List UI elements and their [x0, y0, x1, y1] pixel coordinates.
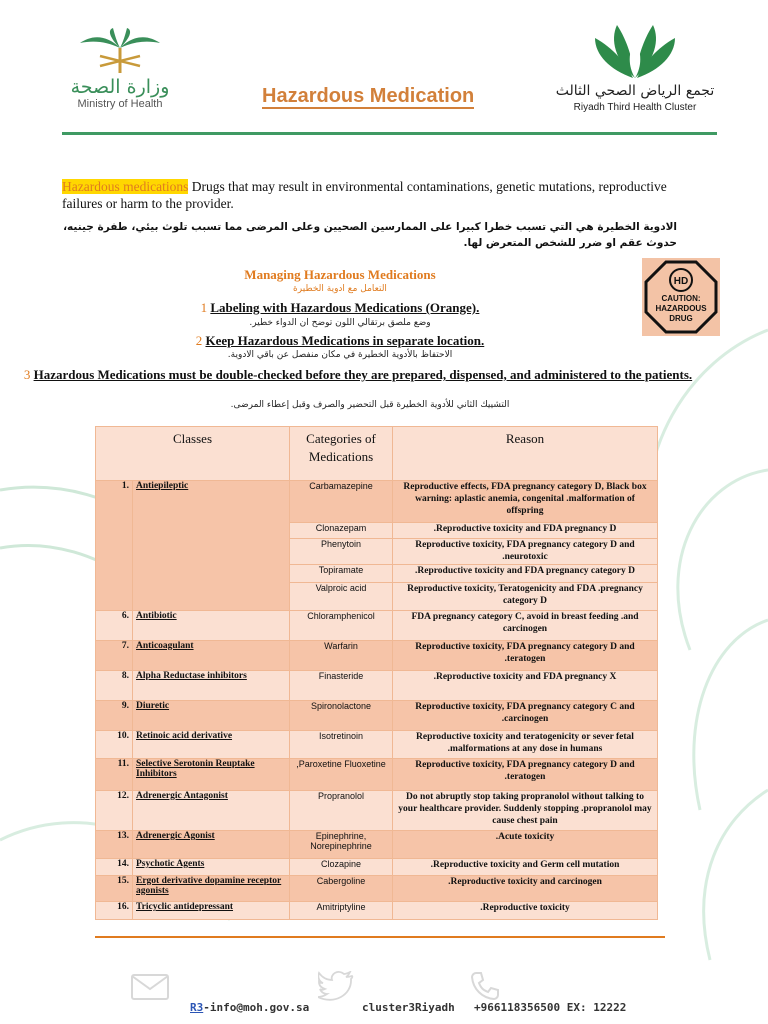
footer-twitter[interactable]: cluster3Riyadh — [362, 1001, 455, 1014]
row-reason: .Reproductive toxicity — [393, 902, 658, 920]
row-reason: Reproductive toxicity, FDA pregnancy category D and .neurotoxic — [393, 539, 658, 565]
row-medication: Amitriptyline — [290, 902, 393, 920]
row-class: Antiepileptic — [133, 481, 290, 611]
step-2: 2 Keep Hazardous Medications in separate location. — [195, 333, 485, 348]
row-reason: Reproductive toxicity, FDA pregnancy category C and .carcinogen — [393, 701, 658, 731]
row-reason: .Reproductive toxicity and FDA pregnancy D — [393, 523, 658, 539]
row-medication: Carbamazepine — [290, 481, 393, 523]
table-row — [96, 701, 658, 731]
row-medication: Spironolactone — [290, 701, 393, 731]
row-class: Selective Serotonin Reuptake Inhibitors — [133, 759, 290, 791]
cluster-logo — [555, 20, 715, 120]
row-index: 14. — [96, 859, 133, 876]
footer-email-prefix: R3 — [190, 1001, 204, 1014]
row-medication: Epinephrine, Norepinephrine — [290, 831, 393, 859]
row-index: 9. — [96, 701, 133, 731]
header-categories: Categories of Medications — [290, 427, 393, 481]
row-class: Psychotic Agents — [133, 859, 290, 876]
table-row — [96, 671, 658, 701]
step-3-text: Hazardous Medications must be double-checked before they are prepared, dispensed, and administered to the patients. — [33, 367, 693, 382]
row-reason: .Reproductive toxicity and carcinogen — [393, 876, 658, 902]
badge-line-3: DRUG — [669, 314, 693, 323]
moh-english-name: Ministry of Health — [77, 98, 163, 110]
definition-text: Drugs that may result in environmental contaminations, genetic mutations, reproductive failures or harm to the provider. — [62, 179, 667, 211]
row-class: Adrenergic Antagonist — [133, 791, 290, 831]
row-reason: FDA pregnancy category C, avoid in breast feeding .and carcinogen — [393, 611, 658, 641]
table-row — [96, 481, 658, 523]
row-class: Diuretic — [133, 701, 290, 731]
step-1-arabic: وضع ملصق برتقالي اللون توضح ان الدواء خطير. — [249, 318, 431, 328]
footer-email[interactable] — [190, 1001, 309, 1014]
row-class: Antibiotic — [133, 611, 290, 641]
managing-title: Managing Hazardous Medications — [244, 267, 436, 282]
hazardous-medications-table — [95, 426, 658, 920]
table-row — [96, 731, 658, 759]
row-index: 13. — [96, 831, 133, 859]
row-index: 11. — [96, 759, 133, 791]
row-index: 8. — [96, 671, 133, 701]
footer-email-rest: -info@moh.gov.sa — [203, 1001, 310, 1014]
page-header — [0, 0, 768, 140]
email-icon — [130, 973, 170, 1001]
header-reason: Reason — [393, 427, 658, 481]
row-medication: Valproic acid — [290, 583, 393, 611]
row-medication: Cabergoline — [290, 876, 393, 902]
row-index: 6. — [96, 611, 133, 641]
row-index: 10. — [96, 731, 133, 759]
row-class: Tricyclic antidepressant — [133, 902, 290, 920]
row-medication: Clozapine — [290, 859, 393, 876]
row-medication: ,Paroxetine Fluoxetine — [290, 759, 393, 791]
row-class: Retinoic acid derivative — [133, 731, 290, 759]
table-row — [96, 831, 658, 859]
palm-icon — [55, 28, 185, 78]
row-reason: Reproductive toxicity, Teratogenicity and FDA .pregnancy category D — [393, 583, 658, 611]
table-row — [96, 902, 658, 920]
footer-phone[interactable]: +966118356500 EX: 12222 — [474, 1001, 627, 1014]
twitter-icon — [318, 971, 354, 1001]
row-medication: Warfarin — [290, 641, 393, 671]
row-medication: Clonazepam — [290, 523, 393, 539]
table-row — [96, 876, 658, 902]
row-medication: Phenytoin — [290, 539, 393, 565]
definition-paragraph — [62, 178, 702, 212]
row-reason: .Reproductive toxicity and Germ cell mutation — [393, 859, 658, 876]
header-classes: Classes — [96, 427, 290, 481]
cluster-arabic-name: تجمع الرياض الصحي الثالث — [555, 83, 715, 99]
row-index: 16. — [96, 902, 133, 920]
row-index: 1. — [96, 481, 133, 611]
managing-title-arabic: التعامل مع ادوية الخطيرة — [293, 284, 387, 294]
lotus-icon — [555, 20, 715, 82]
row-class: Adrenergic Agonist — [133, 831, 290, 859]
row-medication: Isotretinoin — [290, 731, 393, 759]
step-2-text: Keep Hazardous Medications in separate location. — [205, 333, 485, 348]
row-index: 15. — [96, 876, 133, 902]
moh-logo — [55, 28, 185, 113]
row-reason: Reproductive toxicity, FDA pregnancy category D and .teratogen — [393, 759, 658, 791]
row-medication: Chloramphenicol — [290, 611, 393, 641]
badge-hd-text: HD — [673, 276, 689, 287]
hazardous-drug-caution-badge — [642, 258, 720, 336]
row-class: Alpha Reductase inhibitors — [133, 671, 290, 701]
row-reason: Reproductive toxicity, FDA pregnancy category D and .teratogen — [393, 641, 658, 671]
table-row — [96, 611, 658, 641]
badge-line-2: HAZARDOUS — [655, 304, 707, 313]
row-medication: Topiramate — [290, 565, 393, 583]
moh-arabic-name: وزارة الصحة — [70, 76, 170, 98]
row-reason: .Reproductive toxicity and FDA pregnancy X — [393, 671, 658, 701]
step-3-arabic: التشييك الثاني للأدوية الخطيرة قبل التحضير والصرف وقبل إعطاء المرضى. — [230, 400, 510, 410]
step-1: 1 Labeling with Hazardous Medications (Orange). — [200, 300, 480, 315]
row-reason: .Acute toxicity — [393, 831, 658, 859]
table-row — [96, 759, 658, 791]
header-divider — [62, 132, 717, 135]
table-row — [96, 791, 658, 831]
step-2-arabic: الاحتفاظ بالأدوية الخطيرة في مكان منفصل عن باقي الادوية. — [227, 350, 453, 360]
row-class: Ergot derivative dopamine receptor agonists — [133, 876, 290, 902]
row-reason: Reproductive toxicity and teratogenicity or sever fetal .malformations at any dose in humans — [393, 731, 658, 759]
page-title: Hazardous Medication — [262, 85, 475, 107]
row-reason: Reproductive effects, FDA pregnancy category D, Black box warning: aplastic anemia, congenital .malformation of offspring — [393, 481, 658, 523]
row-medication: Finasteride — [290, 671, 393, 701]
step-1-text: Labeling with Hazardous Medications (Orange). — [210, 300, 480, 315]
definition-term: Hazardous medications — [62, 179, 189, 194]
row-medication: Propranolol — [290, 791, 393, 831]
row-reason: Do not abruptly stop taking propranolol without talking to your healthcare provider. Suddenly stopping .propranolol may cause chest pain — [393, 791, 658, 831]
definition-arabic: الادوية الخطيرة هي التي تسبب خطرا كبيرا على الممارسين الصحيين وعلى المرضى مما تسبب تلوث بيئي، طفرة جينيه، حدوث عقم او ضرر للشخص المتعرض لها. — [63, 221, 677, 249]
table-row — [96, 641, 658, 671]
cluster-english-name: Riyadh Third Health Cluster — [573, 102, 697, 113]
row-index: 12. — [96, 791, 133, 831]
row-reason: .Reproductive toxicity and FDA pregnancy category D — [393, 565, 658, 583]
row-class: Anticoagulant — [133, 641, 290, 671]
row-index: 7. — [96, 641, 133, 671]
table-bottom-rule — [95, 936, 665, 938]
table-row — [96, 859, 658, 876]
phone-icon — [470, 971, 500, 1001]
step-3: 3 Hazardous Medications must be double-checked before they are prepared, dispensed, and administered to the patients. — [23, 367, 693, 382]
page-footer — [0, 965, 768, 1024]
badge-line-1: CAUTION: — [661, 294, 701, 303]
